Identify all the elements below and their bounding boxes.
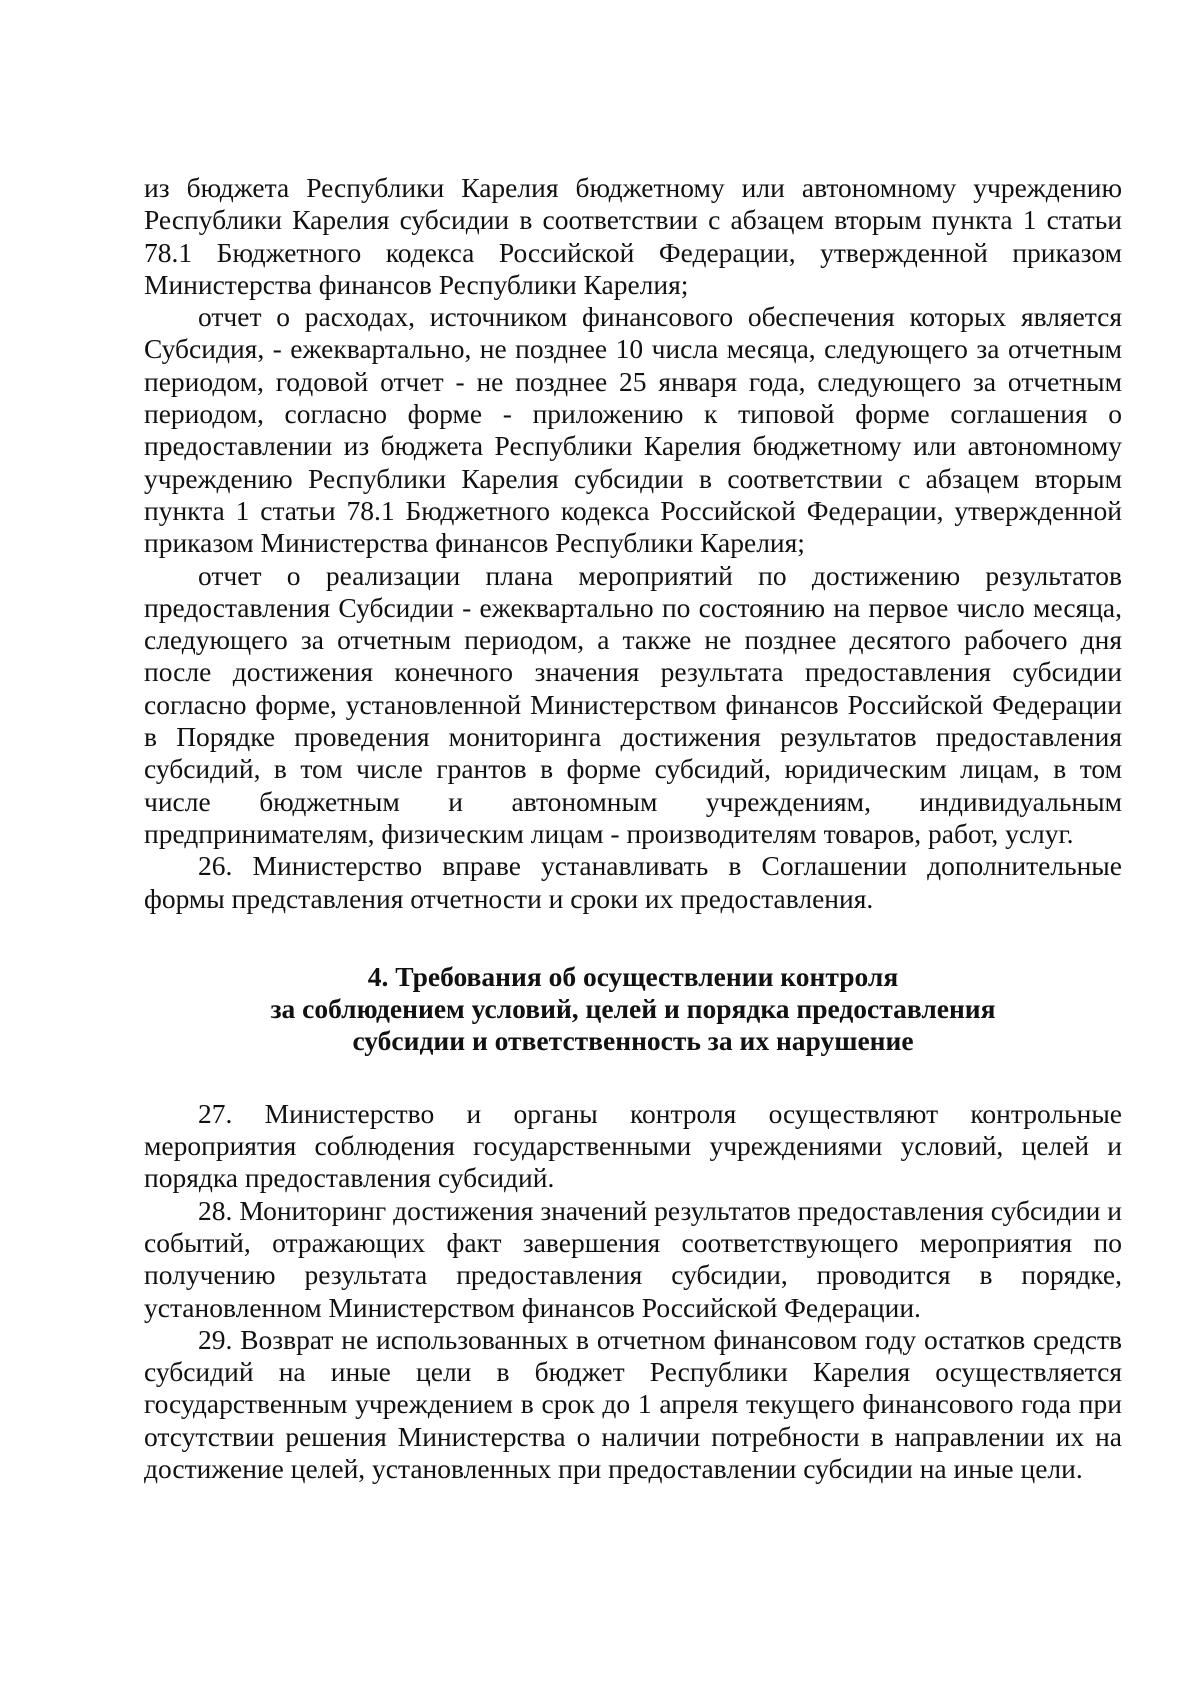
paragraph-plan-report: отчет о реализации плана мероприятий по достижению результатов предоставления Субсидии - ежеквартально по состоянию на первое число месяца, следующего за отчетным периодом, а также не позднее десятого рабочего дня после достижения конечного значения результата предоставления субсидии согласно форме, установленной Министерством финансов Российской Федерации в Порядке проведения мониторинга достижения результатов предоставления субсидий, в том числе грантов в форме субсидий, юридическим лицам, в том числе бюджетным и автономным учреждениям, индивидуальным предпринимателям, физическим лицам - производителям товаров, работ, услуг.	[144, 559, 1122, 849]
paragraph-item-26: 26. Министерство вправе устанавливать в Соглашении дополнительные формы представления отчетности и сроки их предоставления.	[144, 850, 1122, 914]
document-body	[144, 172, 1122, 1485]
paragraph-continuation: из бюджета Республики Карелия бюджетному или автономному учреждению Республики Карелия субсидии в соответствии с абзацем вторым пункта 1 статьи 78.1 Бюджетного кодекса Российской Федерации, утвержденной приказом Министерства финансов Республики Карелия;	[144, 172, 1122, 300]
section-heading-line-3: субсидии и ответственность за их нарушение	[352, 1025, 914, 1057]
paragraph-item-28: 28. Мониторинг достижения значений результатов предоставления субсидии и событий, отражающих факт завершения соответствующего мероприятия по получению результата предоставления субсидии, проводится в порядке, установленном Министерством финансов Российской Федерации.	[144, 1194, 1122, 1323]
paragraph-item-29: 29. Возврат не использованных в отчетном финансовом году остатков средств субсидий на иные цели в бюджет Республики Карелия осуществляется государственным учреждением в срок до 1 апреля текущего финансового года при отсутствии решения Министерства о наличии потребности в направлении их на достижение целей, установленных при предоставлении субсидии на иные цели.	[144, 1323, 1122, 1484]
paragraph-item-27: 27. Министерство и органы контроля осуществляют контрольные мероприятия соблюдения государственными учреждениями условий, целей и порядка предоставления субсидий.	[144, 1097, 1122, 1194]
paragraph-expense-report: отчет о расходах, источником финансового обеспечения которых является Субсидия, - ежеквартально, не позднее 10 числа месяца, следующего за отчетным периодом, годовой отчет - не позднее 25 января года, следующего за отчетным периодом, согласно форме - приложению к типовой форме соглашения о предоставлении из бюджета Республики Карелия бюджетному или автономному учреждению Республики Карелия субсидии в соответствии с абзацем вторым пункта 1 статьи 78.1 Бюджетного кодекса Российской Федерации, утвержденной приказом Министерства финансов Республики Карелия;	[144, 301, 1122, 559]
section-heading	[144, 961, 1122, 1058]
section-heading-line-2: за соблюдением условий, целей и порядка предоставления	[270, 993, 996, 1025]
section-heading-line-1: 4. Требования об осуществлении контроля	[367, 960, 899, 992]
